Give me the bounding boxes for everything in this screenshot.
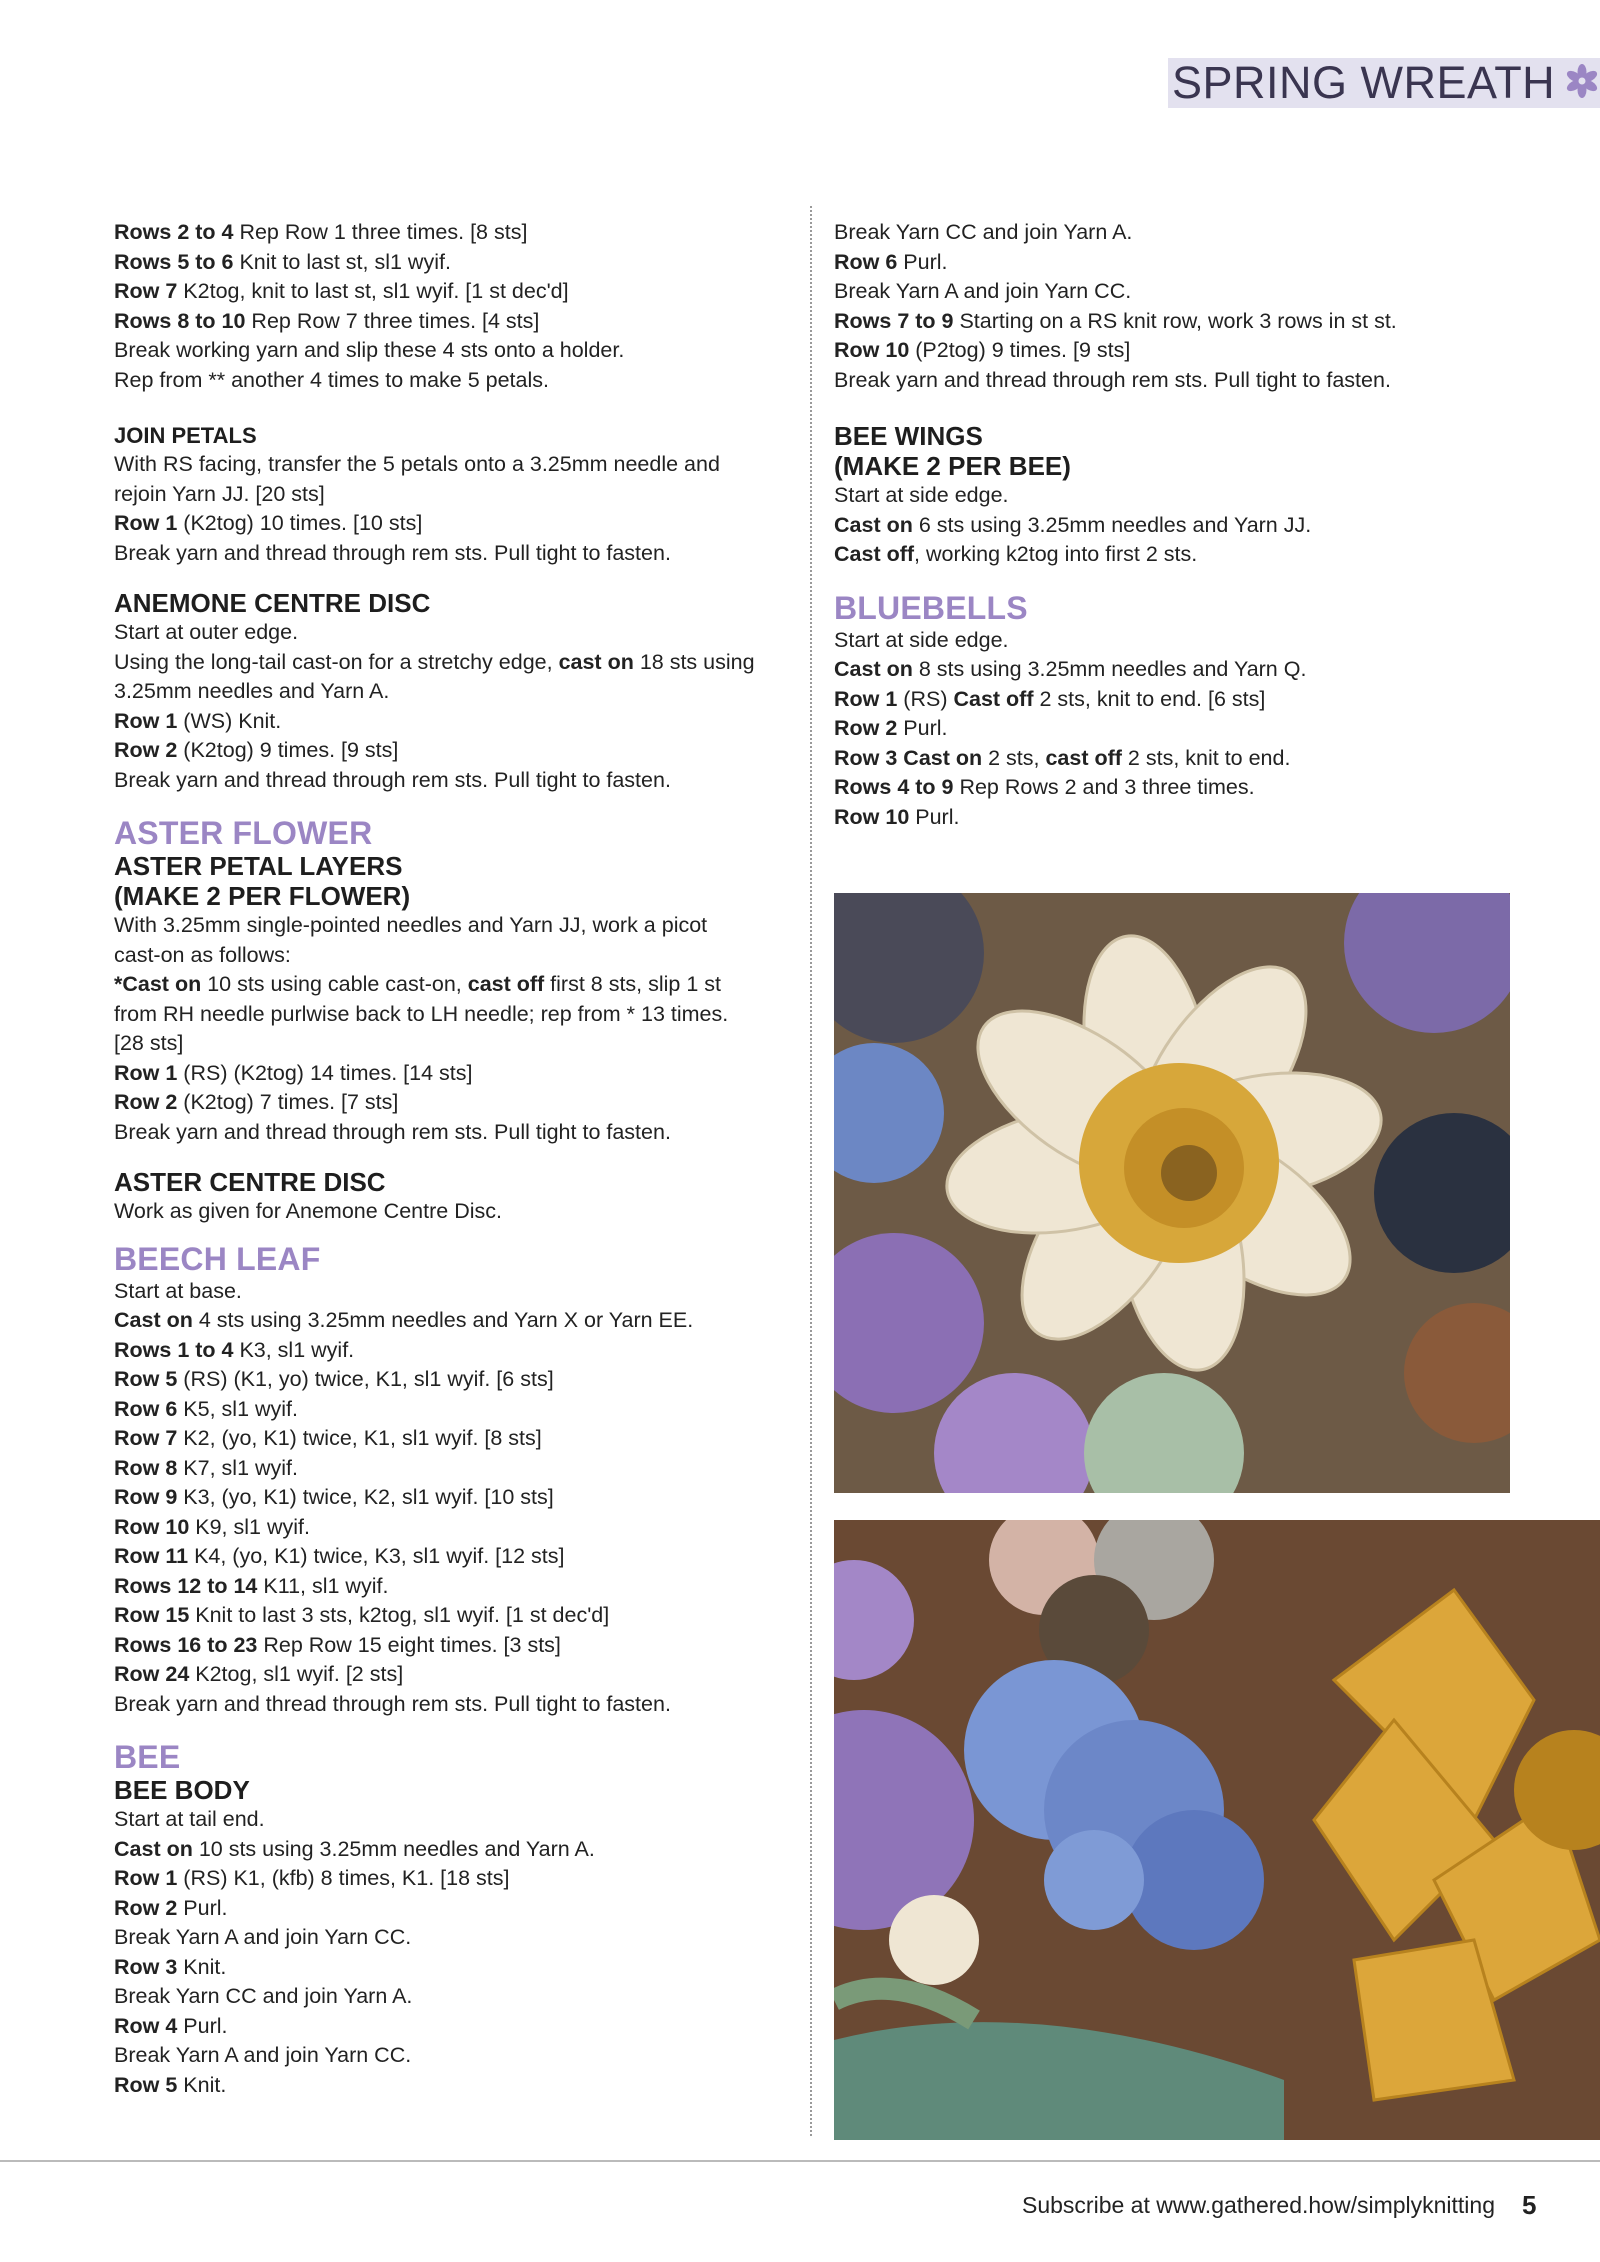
pattern-line: Row 3 Knit. (114, 1954, 227, 1979)
pattern-line: With 3.25mm single-pointed needles and Yarn JJ, work a picot (114, 913, 708, 937)
pattern-line: With RS facing, transfer the 5 petals onto a 3.25mm needle and (114, 452, 720, 476)
pattern-line: Row 5 (RS) (K1, yo) twice, K1, sl1 wyif. [6 sts] (114, 1367, 554, 1391)
bee-wings-heading: BEE WINGS (834, 421, 983, 451)
pattern-line: Row 5 Knit. (114, 2072, 227, 2097)
pattern-line: Rows 16 to 23 Rep Row 15 eight times. [3 sts] (114, 1632, 561, 1657)
bluebells-section-title: BLUEBELLS (834, 589, 1028, 626)
pattern-line: Rows 2 to 4 Rep Row 1 three times. [8 sts] (114, 220, 528, 244)
pattern-line: Row 10 Purl. (834, 804, 960, 829)
pattern-line: 3.25mm needles and Yarn A. (114, 679, 390, 703)
pattern-line: Row 4 Purl. (114, 2013, 228, 2038)
pattern-line: Break yarn and thread through rem sts. Pull tight to fasten. (114, 1119, 671, 1144)
pattern-line: Rows 8 to 10 Rep Row 7 three times. [4 sts] (114, 308, 540, 333)
pattern-line: Row 6 Purl. (834, 249, 948, 274)
aster-flower-photo (834, 893, 1510, 1493)
pattern-line: Row 1 (RS) (K2tog) 14 times. [14 sts] (114, 1060, 473, 1085)
pattern-line: Break yarn and thread through rem sts. Pull tight to fasten. (834, 367, 1391, 392)
aster-flower-section-title: ASTER FLOWER (114, 815, 373, 851)
pattern-line: Work as given for Anemone Centre Disc. (114, 1199, 502, 1223)
pattern-line: [28 sts] (114, 1031, 184, 1055)
anemone-centre-heading: ANEMONE CENTRE DISC (114, 588, 431, 618)
pattern-line: Start at side edge. (834, 627, 1009, 652)
beech-leaf-section-title: BEECH LEAF (114, 1240, 321, 1277)
pattern-line: Row 2 Purl. (834, 716, 948, 740)
pattern-line: Break Yarn A and join Yarn CC. (114, 2043, 412, 2067)
pattern-line: Break working yarn and slip these 4 sts onto a holder. (114, 338, 625, 362)
pattern-line: Break Yarn A and join Yarn CC. (114, 1925, 412, 1949)
subscribe-text: Subscribe at www.gathered.how/simplyknitting (1022, 2192, 1496, 2218)
pattern-line: Break yarn and thread through rem sts. Pull tight to fasten. (114, 767, 671, 792)
pattern-line: *Cast on 10 sts using cable cast-on, cast off first 8 sts, slip 1 st (114, 972, 722, 996)
pattern-line: Row 2 (K2tog) 7 times. [7 sts] (114, 1090, 399, 1114)
pattern-line: Start at outer edge. (114, 620, 299, 644)
pattern-line: Break Yarn A and join Yarn CC. (834, 279, 1132, 303)
pattern-line: Break Yarn CC and join Yarn A. (834, 220, 1133, 244)
pattern-line: Rows 1 to 4 K3, sl1 wyif. (114, 1337, 355, 1362)
pattern-line: Rep from ** another 4 times to make 5 petals. (114, 367, 549, 392)
pattern-line: Row 10 (P2tog) 9 times. [9 sts] (834, 338, 1131, 362)
pattern-line: Row 10 K9, sl1 wyif. (114, 1514, 310, 1539)
pattern-line: Row 9 K3, (yo, K1) twice, K2, sl1 wyif. [10 sts] (114, 1485, 554, 1509)
footer-rule (0, 2160, 1600, 2162)
pattern-line: Cast on 10 sts using 3.25mm needles and Yarn A. (114, 1836, 595, 1861)
pattern-line: Cast off, working k2tog into first 2 sts. (834, 542, 1198, 566)
pattern-line: Row 2 (K2tog) 9 times. [9 sts] (114, 738, 399, 762)
pattern-line: Cast on 6 sts using 3.25mm needles and Yarn JJ. (834, 512, 1312, 537)
pattern-line: Rows 12 to 14 K11, sl1 wyif. (114, 1573, 389, 1598)
aster-petal-heading: ASTER PETAL LAYERS (114, 851, 403, 881)
join-petals-heading: JOIN PETALS (114, 423, 257, 448)
pattern-line: Row 1 (K2tog) 10 times. [10 sts] (114, 511, 423, 535)
pattern-line: Row 3 Cast on 2 sts, cast off 2 sts, knit to end. (834, 745, 1291, 770)
right-column (834, 218, 1514, 832)
pattern-line: Row 8 K7, sl1 wyif. (114, 1455, 299, 1480)
pattern-line: cast-on as follows: (114, 942, 291, 967)
pattern-line: Row 7 K2tog, knit to last st, sl1 wyif. [1 st dec'd] (114, 279, 569, 303)
pattern-line: Row 15 Knit to last 3 sts, k2tog, sl1 wyif. [1 st dec'd] (114, 1603, 610, 1627)
flower-icon (1565, 64, 1599, 103)
pattern-line: rejoin Yarn JJ. [20 sts] (114, 481, 325, 506)
bluebells-photo (834, 1520, 1600, 2140)
pattern-line: Row 24 K2tog, sl1 wyif. [2 sts] (114, 1662, 404, 1686)
pattern-line: Start at side edge. (834, 483, 1009, 507)
pattern-line: Row 1 (WS) Knit. (114, 708, 282, 733)
pattern-line: Rows 5 to 6 Knit to last st, sl1 wyif. (114, 249, 451, 274)
pattern-line: Break Yarn CC and join Yarn A. (114, 1984, 413, 2008)
pattern-line: Cast on 4 sts using 3.25mm needles and Yarn X or Yarn EE. (114, 1308, 694, 1332)
pattern-line: Row 1 (RS) Cast off 2 sts, knit to end. [6 sts] (834, 686, 1266, 711)
pattern-line: Row 2 Purl. (114, 1895, 228, 1920)
pattern-line: Row 6 K5, sl1 wyif. (114, 1396, 299, 1421)
page-number: 5 (1522, 2190, 1537, 2220)
pattern-line: Row 11 K4, (yo, K1) twice, K3, sl1 wyif. [12 sts] (114, 1544, 565, 1568)
pattern-line: Row 1 (RS) K1, (kfb) 8 times, K1. [18 sts] (114, 1866, 510, 1890)
pattern-line: Rows 4 to 9 Rep Rows 2 and 3 three times. (834, 775, 1255, 799)
aster-petal-subheading: (MAKE 2 PER FLOWER) (114, 881, 411, 911)
left-column (114, 218, 794, 2100)
pattern-line: Break yarn and thread through rem sts. Pull tight to fasten. (114, 1691, 671, 1716)
bee-wings-subheading: (MAKE 2 PER BEE) (834, 451, 1071, 481)
bee-body-heading: BEE BODY (114, 1775, 250, 1805)
pattern-line: Cast on 8 sts using 3.25mm needles and Yarn Q. (834, 657, 1307, 681)
pattern-line: Rows 7 to 9 Starting on a RS knit row, work 3 rows in st st. (834, 308, 1397, 333)
pattern-line: Break yarn and thread through rem sts. Pull tight to fasten. (114, 540, 671, 565)
page-section-title: SPRING WREATH (1172, 57, 1556, 108)
bee-section-title: BEE (114, 1739, 181, 1775)
column-divider (810, 206, 812, 2136)
pattern-line: Using the long-tail cast-on for a stretchy edge, cast on 18 sts using (114, 649, 755, 674)
pattern-line: Start at tail end. (114, 1807, 265, 1831)
pattern-line: from RH needle purlwise back to LH needle; rep from * 13 times. (114, 1001, 729, 1026)
section-header (1168, 58, 1600, 108)
pattern-line: Row 7 K2, (yo, K1) twice, K1, sl1 wyif. [8 sts] (114, 1426, 542, 1450)
aster-centre-heading: ASTER CENTRE DISC (114, 1167, 386, 1197)
pattern-line: Start at base. (114, 1278, 242, 1303)
